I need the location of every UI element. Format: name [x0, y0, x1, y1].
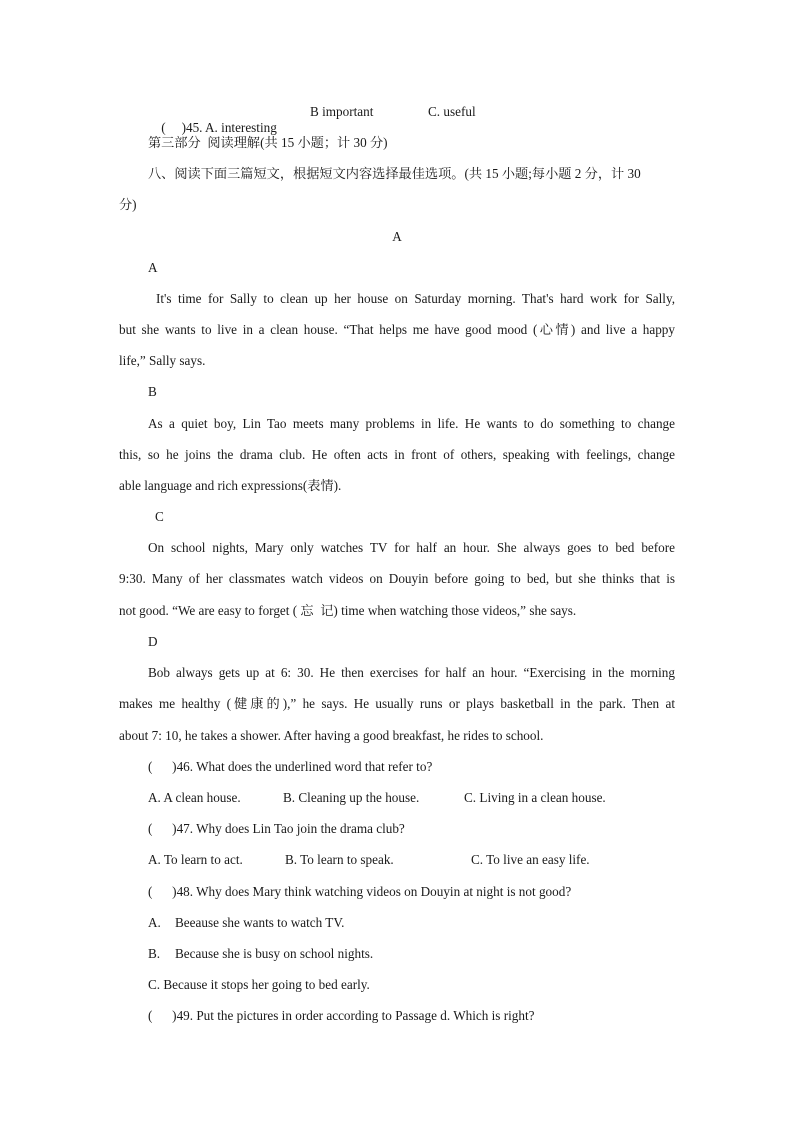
question-49-stem: ( )49. Put the pictures in order according to Passage d. Which is right?: [148, 1008, 535, 1023]
q48-option-c: C. Because it stops her going to bed early.: [148, 977, 370, 992]
passage-d-line: makes me healthy (健康的),” he says. He usually runs or plays basketball in the park. Then at: [119, 696, 675, 711]
q45-option-c: C. useful: [428, 104, 476, 119]
q47-option-a: A. To learn to act.: [148, 852, 243, 867]
q48-option-a-letter: A.: [148, 915, 161, 930]
passage-title: A: [392, 229, 402, 244]
passage-a-line: life,” Sally says.: [119, 353, 206, 368]
passage-d-label: D: [148, 634, 158, 649]
passage-a-line: but she wants to live in a clean house. “That helps me have good mood (心情) and live a happy: [119, 322, 675, 337]
passage-b-line: As a quiet boy, Lin Tao meets many problems in life. He wants to do something to change: [148, 416, 675, 431]
section8-instructions-line1: 八、阅读下面三篇短文，根据短文内容选择最佳选项。(共 15 小题;每小题 2 分，计 30: [148, 166, 641, 181]
q46-option-a: A. A clean house.: [148, 790, 241, 805]
q46-option-c: C. Living in a clean house.: [464, 790, 606, 805]
q48-option-b: Because she is busy on school nights.: [175, 946, 374, 961]
q46-option-b: B. Cleaning up the house.: [283, 790, 420, 805]
q48-option-a: Beeause she wants to watch TV.: [175, 915, 345, 930]
passage-c-line: On school nights, Mary only watches TV for half an hour. She always goes to bed before: [148, 540, 675, 555]
question-47-stem: ( )47. Why does Lin Tao join the drama club?: [148, 821, 405, 836]
q47-option-c: C. To live an easy life.: [471, 852, 590, 867]
passage-a-label: A: [148, 260, 158, 275]
part3-title: 第三部分 阅读理解(共 15 小题；计 30 分): [148, 135, 388, 150]
passage-b-line: able language and rich expressions(表情).: [119, 478, 342, 493]
question-48-stem: ( )48. Why does Mary think watching videos on Douyin at night is not good?: [148, 884, 572, 899]
passage-c-line: not good. “We are easy to forget ( 忘 记) time when watching those videos,” she says.: [119, 603, 577, 618]
passage-b-label: B: [148, 384, 157, 399]
passage-c-line: 9:30. Many of her classmates watch videos on Douyin before going to bed, but she thinks that is: [119, 571, 675, 586]
section8-instructions-line2: 分): [119, 197, 137, 212]
passage-c-label: C: [155, 509, 164, 524]
q48-option-b-letter: B.: [148, 946, 161, 961]
q45-option-a: )45. A. interesting: [181, 120, 277, 135]
question-46-stem: ( )46. What does the underlined word that refer to?: [148, 759, 433, 774]
q45-option-b: B important: [310, 104, 374, 119]
q45-paren: (: [161, 120, 166, 135]
q47-option-b: B. To learn to speak.: [285, 852, 394, 867]
passage-d-line: Bob always gets up at 6: 30. He then exercises for half an hour. “Exercising in the morning: [148, 665, 675, 680]
passage-d-line: about 7: 10, he takes a shower. After having a good breakfast, he rides to school.: [119, 728, 544, 743]
passage-b-line: this, so he joins the drama club. He often acts in front of others, speaking with feelings, change: [119, 447, 675, 462]
passage-a-line: It's time for Sally to clean up her house on Saturday morning. That's hard work for Sally,: [156, 291, 675, 306]
